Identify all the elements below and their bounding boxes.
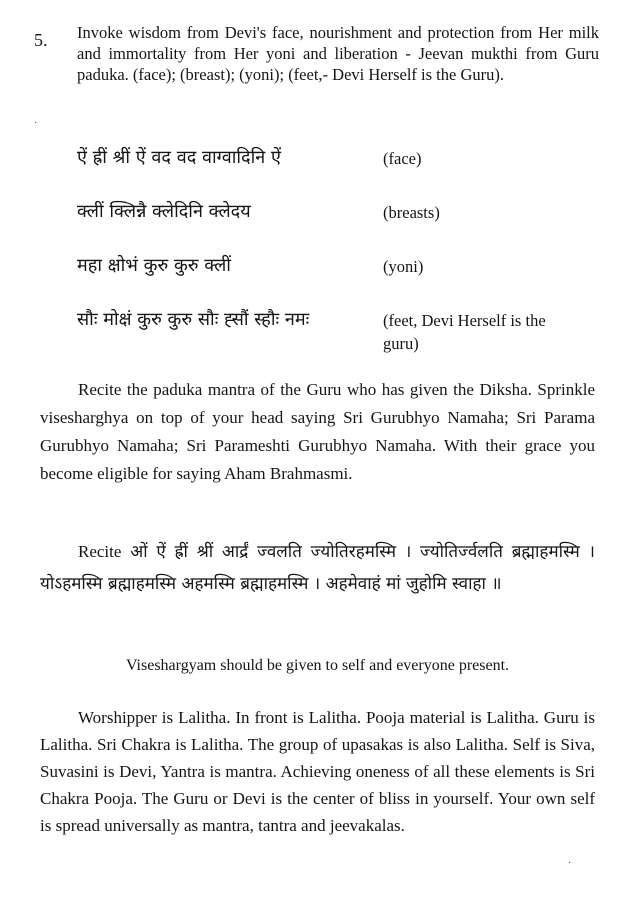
mantra-label-yoni: (yoni) [383,257,424,276]
mantra-row [77,146,597,200]
mantra-label-breasts: (breasts) [383,203,440,222]
mantra-row [77,308,597,378]
mantra-text-face: ऐं ह्रीं श्रीं ऐं वद वद वाग्वादिनि ऐं [77,147,281,168]
mantra-text-feet: सौः मोक्षं कुरु कुरु सौः ह्सौं स्हौः नमः [77,309,310,330]
paragraph-paduka [40,376,595,488]
mantra-list [77,146,597,378]
section-number: 5. [34,30,48,50]
mantra-row [77,254,597,308]
mantra-label-face: (face) [383,149,422,168]
section-intro-text: Invoke wisdom from Devi's face, nourishment and protection from Her milk and immortality from Her yoni and liberation - Jeevan mukthi from Guru paduka. (face); (breast); (yoni); (feet,- Devi Herself is the Guru). [77,23,599,84]
paragraph-lalitha-text: Worshipper is Lalitha. In front is Lalitha. Pooja material is Lalitha. Guru is Lalitha. Sri Chakra is Lalitha. The group of upasakas is also Lalitha. Self is Siva, Suvasini is Devi, Yantra is mantra. Achieving oneness of all these elements is Sri Chakra Pooja. The Guru or Devi is the center of bliss in yourself. Your own self is spread universally as mantra, tantra and jeevakalas. [40,708,595,835]
paragraph-paduka-text: Recite the paduka mantra of the Guru who has given the Diksha. Sprinkle visesharghya on top of your head saying Sri Gurubhyo Namaha; Sri Parama Gurubhyo Namaha; Sri Parameshti Gurubhyo Namaha. With their grace you become eligible for saying Aham Brahmasmi. [40,380,595,483]
recite-mantra-text: ओं ऐं ह्रीं श्रीं आर्द्रं ज्वलति ज्योतिरहमस्मि । ज्योतिर्ज्वलति ब्रह्माहमस्मि । योऽहमस्मि ब्रह्माहमस्मि अहमस्मि ब्रह्माहमस्मि । अहमेवाहं मां जुहोमि स्वाहा ॥ [40,542,596,594]
mantra-row [77,200,597,254]
paragraph-recite-mantra [40,536,595,600]
mantra-text-breasts: क्लीं क्लिन्नै क्लेदिनि क्लेदय [77,201,251,222]
paragraph-viseshargyam: Viseshargyam should be given to self and everyone present. [125,657,510,674]
mantra-text-yoni: महा क्षोभं कुरु कुरु क्लीं [77,255,231,276]
stray-mark: · [34,118,38,129]
mantra-label-feet: (feet, Devi Herself is the guru) [383,311,546,353]
stray-mark: · [568,858,572,869]
paragraph-lalitha [40,704,595,839]
recite-lead-word: Recite [78,542,122,561]
